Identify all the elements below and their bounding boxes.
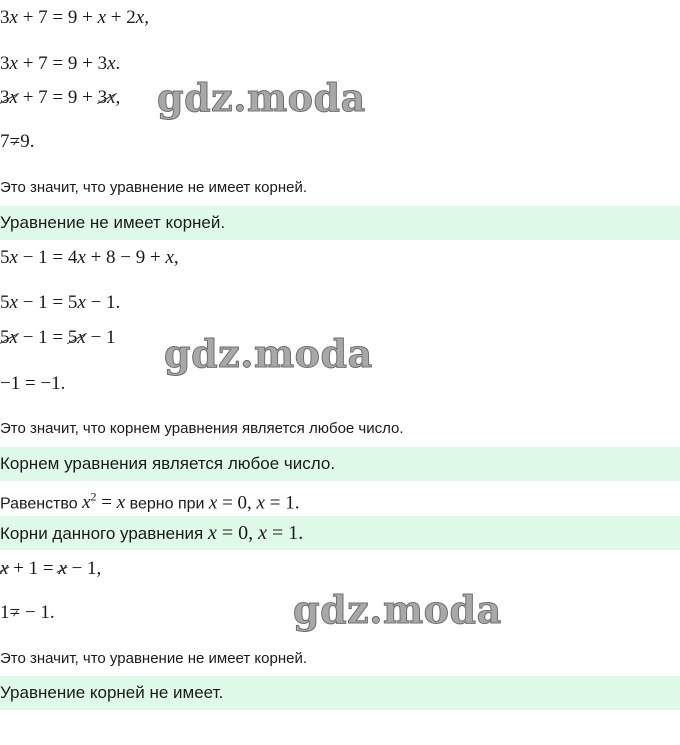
number: 7: [0, 131, 10, 152]
equation-line-cancelled: 5x − 1 = 5x − 1: [0, 327, 116, 348]
watermark: gdz.moda: [293, 587, 502, 632]
label: Равенство: [0, 495, 78, 513]
equation-line: 5x − 1 = 5x − 1.: [0, 292, 121, 313]
answer-box: [0, 447, 680, 481]
answer-text: Корнем уравнения является любое число.: [0, 454, 336, 473]
number: 9.: [20, 131, 35, 152]
answer-text: Уравнение корней не имеет.: [0, 683, 224, 702]
watermark: gdz.moda: [164, 331, 373, 376]
answer-box: [0, 676, 680, 710]
equation-line-cancelled: 3x + 7 = 9 + 3x,: [0, 87, 121, 108]
watermark: gdz.moda: [157, 75, 366, 120]
equation-line: 3x + 7 = 9 + 3x.: [0, 53, 121, 74]
not-equal-sign: =: [9, 602, 21, 623]
equation-line: [0, 130, 34, 154]
explanation-text: Это значит, что уравнение не имеет корней.: [0, 650, 308, 667]
equation-line: 1= − 1.: [0, 602, 55, 623]
equation-line: 5x − 1 = 4x + 8 − 9 + x,: [0, 247, 179, 268]
explanation-text: Это значит, что уравнение не имеет корней.: [0, 179, 308, 196]
explanation-text: Это значит, что корнем уравнения является любое число.: [0, 420, 404, 437]
equation-line-cancelled: x + 1 = x − 1,: [0, 558, 102, 579]
answer-box: Корни данного уравнения x = 0, x = 1.: [0, 516, 680, 550]
not-equal-sign: =: [9, 131, 21, 152]
answer-text: Уравнение не имеет корней.: [0, 213, 226, 232]
answer-box: [0, 206, 680, 240]
equation-line: −1 = −1.: [0, 373, 66, 394]
answer-text: Корни данного уравнения: [0, 524, 204, 543]
label: верно при: [129, 495, 205, 513]
equality-statement: Равенство $x^2 = x$ верно при x = 0, x = 1.: [0, 490, 300, 514]
equation-line: 3x + 7 = 9 + x + 2x,: [0, 7, 149, 28]
